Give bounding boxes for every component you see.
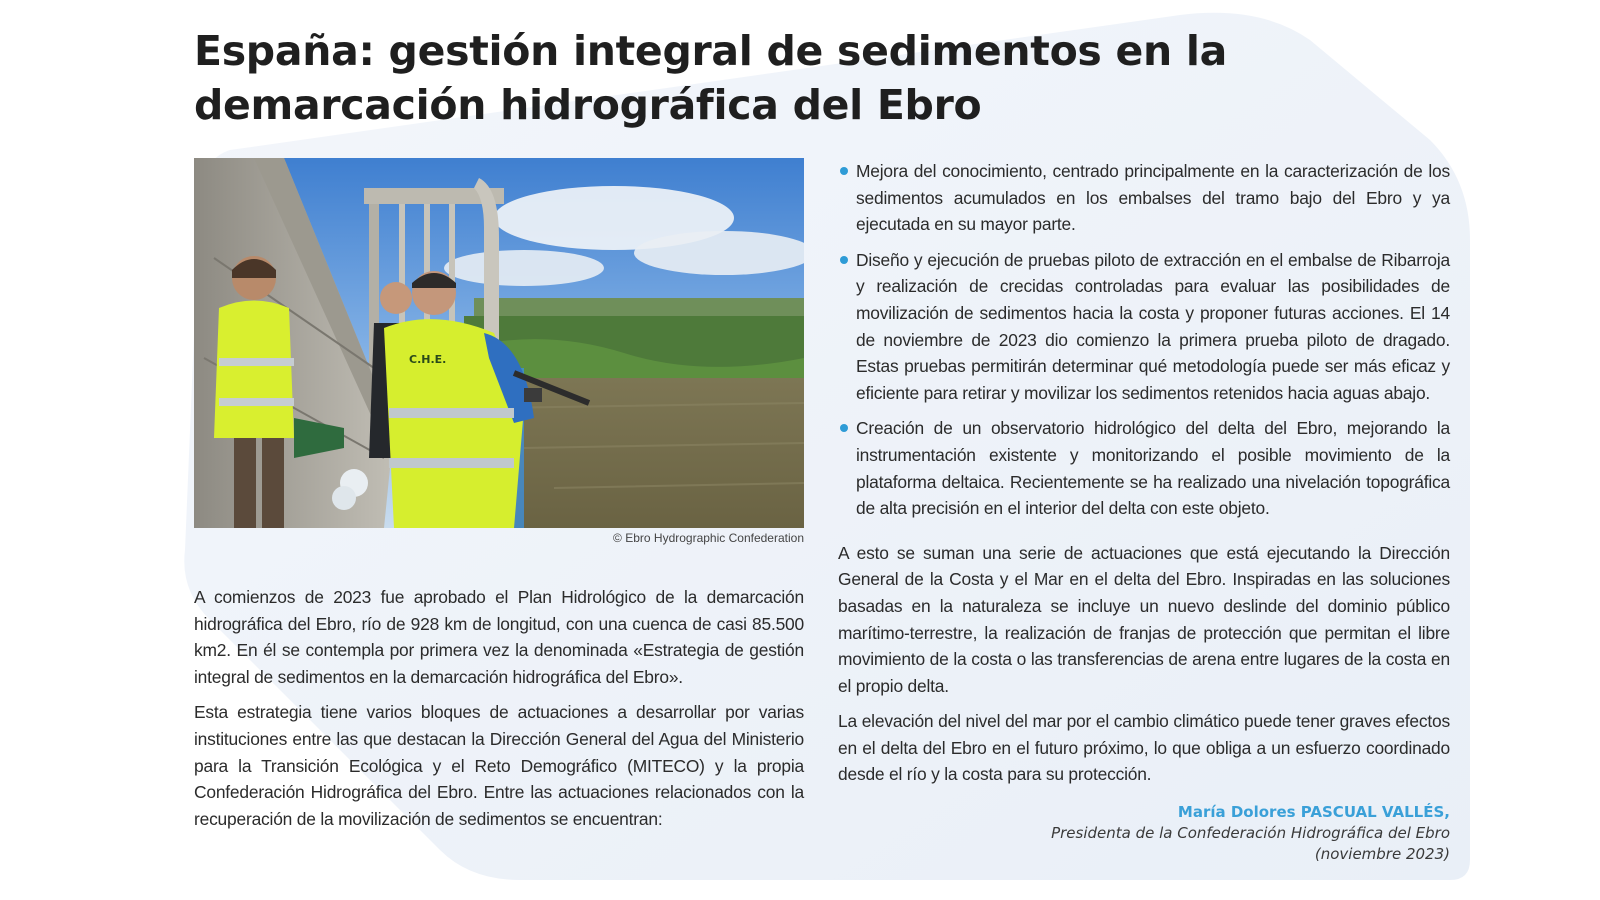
actions-list [838, 158, 1450, 522]
right-column [838, 158, 1450, 865]
article-title: España: gestión integral de sedimentos en la demarcación hidrográfica del Ebro [194, 27, 1228, 129]
river-bridge-photo [194, 158, 804, 528]
list-item-text: Creación de un observatorio hidrológico del delta del Ebro, mejorando la instrumentación existente y monitorizando el posible movimiento de la plataforma deltaica. Recientemente se ha realizado una nivelación topográfica de alta precisión en el interior del delta con este objeto. [856, 418, 1450, 519]
list-item [838, 158, 1450, 238]
photo-caption: © Ebro Hydrographic Confederation [613, 531, 804, 545]
author-name: María Dolores PASCUAL VALLÉS, [1177, 803, 1450, 822]
list-item-text: Mejora del conocimiento, centrado principalmente en la caracterización de los sedimentos acumulados en los embalses del tramo bajo del Ebro y ya ejecutada en su mayor parte. [856, 161, 1450, 235]
paragraph: La elevación del nivel del mar por el cambio climático puede tener graves efectos en el delta del Ebro en el futuro próximo, lo que obliga a un esfuerzo coordinado desde el río y la costa para su protección. [838, 711, 1450, 785]
signature-date: (noviembre 2023) [1314, 845, 1450, 864]
paragraph: A comienzos de 2023 fue aprobado el Plan Hidrológico de la demarcación hidrográfica del Ebro, río de 928 km de longitud, con una cuenca de casi 85.500 km2. En él se contempla por primera vez la denominada «Estrategia de gestión integral de sedimentos en la demarcación hidrográfica del Ebro». [194, 587, 804, 687]
vest-label: C.H.E. [409, 353, 447, 366]
signature-block [838, 802, 1450, 865]
list-item-text: Diseño y ejecución de pruebas piloto de extracción en el embalse de Ribarroja y realización de crecidas controladas para evaluar las posibilidades de movilización de sedimentos hacia la costa y proponer futuras acciones. El 14 de noviembre de 2023 dio comienzo la primera prueba piloto de dragado. Estas pruebas permitirán determinar qué metodología puede ser más eficaz y eficiente para retirar y movilizar los sedimentos retenidos hacia aguas abajo. [856, 249, 1450, 403]
left-column [194, 584, 804, 841]
paragraph: A esto se suman una serie de actuaciones que está ejecutando la Dirección General de la Costa y el Mar en el delta del Ebro. Inspiradas en las soluciones basadas en la naturaleza se incluye un nuevo deslinde del dominio público marítimo-terrestre, la realización de franjas de protección que permitan el libre movimiento de la costa o las transferencias de arena entre lugares de la costa en el propio delta. [838, 542, 1450, 696]
author-role: Presidenta de la Confederación Hidrográfica del Ebro [1051, 824, 1450, 843]
bullet-dot-icon [840, 167, 848, 175]
bullet-dot-icon [840, 256, 848, 264]
bullet-dot-icon [840, 424, 848, 432]
paragraph: Esta estrategia tiene varios bloques de actuaciones a desarrollar por varias instituciones entre las que destacan la Dirección General del Agua del Ministerio para la Transición Ecológica y el Reto Demográfico (MITECO) y la propia Confederación Hidrográfica del Ebro. Entre las actuaciones relacionados con la recuperación de la movilización de sedimentos se encuentran: [194, 702, 804, 829]
list-item [838, 247, 1450, 407]
list-item [838, 415, 1450, 521]
article-photo [194, 158, 804, 528]
